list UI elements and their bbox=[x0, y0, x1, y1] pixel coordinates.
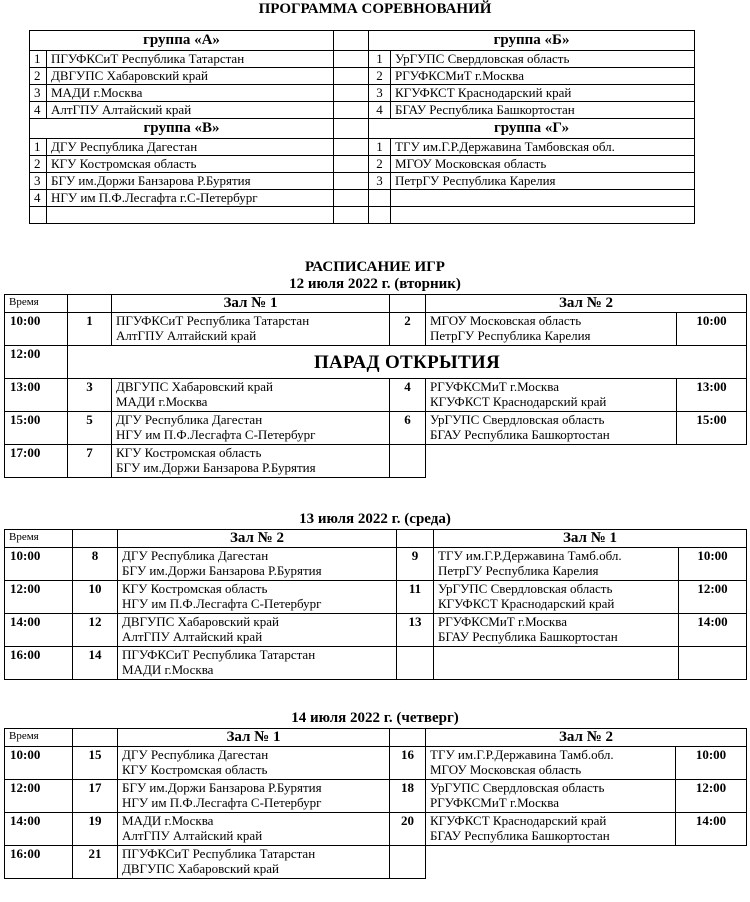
match-cell: ДВГУПС Хабаровский край АлтГПУ Алтайский край bbox=[118, 614, 397, 647]
table-row: 16:00 21 ПГУФКСиТ Республика Татарстан ДВГУПС Хабаровский край bbox=[5, 846, 747, 879]
team-cell: МГОУ Московская область bbox=[391, 156, 695, 173]
match-cell: КГУФКСТ Краснодарский край БГАУ Республика Башкортостан bbox=[426, 813, 676, 846]
time-header: Время bbox=[5, 530, 73, 548]
table-row: 10:00 8 ДГУ Республика Дагестан БГУ им.Доржи Банзарова Р.Бурятия 9 ТГУ им.Г.Р.Державина Тамб.обл. ПетрГУ Республика Карелия 10:00 bbox=[5, 548, 747, 581]
team-cell: УрГУПС Свердловская область bbox=[391, 51, 695, 68]
match-cell: РГУФКСМиТ г.Москва КГУФКСТ Краснодарский край bbox=[426, 379, 677, 412]
table-row: 2 КГУ Костромская область 2 МГОУ Московская область bbox=[30, 156, 695, 173]
match-cell: КГУ Костромская область НГУ им П.Ф.Лесгафта С-Петербург bbox=[118, 581, 397, 614]
match-cell: ПГУФКСиТ Республика Татарстан ДВГУПС Хабаровский край bbox=[118, 846, 390, 879]
match-cell: ПГУФКСиТ Республика Татарстан МАДИ г.Москва bbox=[118, 647, 397, 680]
table-row: 10:00 15 ДГУ Республика Дагестан КГУ Костромская область 16 ТГУ им.Г.Р.Державина Тамб.обл. МГОУ Московская область 10:00 bbox=[5, 747, 747, 780]
team-cell: КГУ Костромская область bbox=[47, 156, 334, 173]
table-row: 12:00 ПАРАД ОТКРЫТИЯ bbox=[5, 346, 747, 379]
groups-table bbox=[29, 30, 695, 224]
match-cell: РГУФКСМиТ г.Москва БГАУ Республика Башкортостан bbox=[434, 614, 679, 647]
table-row: 13:00 3 ДВГУПС Хабаровский край МАДИ г.Москва 4 РГУФКСМиТ г.Москва КГУФКСТ Краснодарский край 13:00 bbox=[5, 379, 747, 412]
match-cell: ДГУ Республика Дагестан КГУ Костромская область bbox=[118, 747, 390, 780]
group-a-title: группа «А» bbox=[30, 31, 334, 51]
table-row: 12:00 10 КГУ Костромская область НГУ им П.Ф.Лесгафта С-Петербург 11 УрГУПС Свердловская область КГУФКСТ Краснодарский край 12:00 bbox=[5, 581, 747, 614]
group-g-title: группа «Г» bbox=[369, 119, 695, 139]
schedule-title: РАСПИСАНИЕ ИГР bbox=[305, 259, 445, 275]
table-row bbox=[30, 207, 695, 224]
match-cell: ТГУ им.Г.Р.Державина Тамб.обл. ПетрГУ Республика Карелия bbox=[434, 548, 679, 581]
table-row: 15:00 5 ДГУ Республика Дагестан НГУ им П.Ф.Лесгафта С-Петербург 6 УрГУПС Свердловская область БГАУ Республика Башкортостан 15:00 bbox=[5, 412, 747, 445]
match-cell: УрГУПС Свердловская область КГУФКСТ Краснодарский край bbox=[434, 581, 679, 614]
day-title: 13 июля 2022 г. (среда) bbox=[299, 511, 451, 527]
team-cell: МАДИ г.Москва bbox=[47, 85, 334, 102]
table-row: 12:00 17 БГУ им.Доржи Банзарова Р.Бурятия НГУ им П.Ф.Лесгафта С-Петербург 18 УрГУПС Свердловская область РГУФКСМиТ г.Москва 12:00 bbox=[5, 780, 747, 813]
match-cell: ПГУФКСиТ Республика Татарстан АлтГПУ Алтайский край bbox=[112, 313, 390, 346]
left-hall-header: Зал № 1 bbox=[118, 729, 390, 747]
team-cell: ПГУФКСиТ Республика Татарстан bbox=[47, 51, 334, 68]
schedule-table-day3 bbox=[4, 728, 747, 879]
team-cell: ДВГУПС Хабаровский край bbox=[47, 68, 334, 85]
match-cell: ТГУ им.Г.Р.Державина Тамб.обл. МГОУ Московская область bbox=[426, 747, 676, 780]
table-row: 3 БГУ им.Доржи Банзарова Р.Бурятия 3 ПетрГУ Республика Карелия bbox=[30, 173, 695, 190]
table-row: 14:00 12 ДВГУПС Хабаровский край АлтГПУ Алтайский край 13 РГУФКСМиТ г.Москва БГАУ Республика Башкортостан 14:00 bbox=[5, 614, 747, 647]
group-header-row bbox=[30, 31, 695, 51]
table-row: 14:00 19 МАДИ г.Москва АлтГПУ Алтайский край 20 КГУФКСТ Краснодарский край БГАУ Республика Башкортостан 14:00 bbox=[5, 813, 747, 846]
hall-header-row bbox=[5, 729, 747, 747]
schedule-table-day1 bbox=[4, 294, 747, 478]
time-header: Время bbox=[5, 295, 68, 313]
parade-banner: ПАРАД ОТКРЫТИЯ bbox=[68, 346, 747, 379]
match-cell: ДВГУПС Хабаровский край МАДИ г.Москва bbox=[112, 379, 390, 412]
left-hall-header: Зал № 2 bbox=[118, 530, 397, 548]
table-row: 10:00 1 ПГУФКСиТ Республика Татарстан АлтГПУ Алтайский край 2 МГОУ Московская область ПетрГУ Республика Карелия 10:00 bbox=[5, 313, 747, 346]
hall-header-row bbox=[5, 295, 747, 313]
team-cell: ПетрГУ Республика Карелия bbox=[391, 173, 695, 190]
table-row: 17:00 7 КГУ Костромская область БГУ им.Доржи Банзарова Р.Бурятия bbox=[5, 445, 747, 478]
time-header: Время bbox=[5, 729, 73, 747]
match-cell: КГУ Костромская область БГУ им.Доржи Банзарова Р.Бурятия bbox=[112, 445, 390, 478]
team-cell: НГУ им П.Ф.Лесгафта г.С-Петербург bbox=[47, 190, 334, 207]
schedule-table-day2 bbox=[4, 529, 747, 680]
match-cell: УрГУПС Свердловская область БГАУ Республика Башкортостан bbox=[426, 412, 677, 445]
table-row: 1 ПГУФКСиТ Республика Татарстан 1 УрГУПС Свердловская область bbox=[30, 51, 695, 68]
match-cell: ДГУ Республика Дагестан БГУ им.Доржи Банзарова Р.Бурятия bbox=[118, 548, 397, 581]
table-row: 4 АлтГПУ Алтайский край 4 БГАУ Республика Башкортостан bbox=[30, 102, 695, 119]
team-cell: РГУФКСМиТ г.Москва bbox=[391, 68, 695, 85]
match-cell: УрГУПС Свердловская область РГУФКСМиТ г.Москва bbox=[426, 780, 676, 813]
team-cell: ДГУ Республика Дагестан bbox=[47, 139, 334, 156]
right-hall-header: Зал № 2 bbox=[426, 295, 747, 313]
match-cell: МАДИ г.Москва АлтГПУ Алтайский край bbox=[118, 813, 390, 846]
table-row: 1 ДГУ Республика Дагестан 1 ТГУ им.Г.Р.Державина Тамбовская обл. bbox=[30, 139, 695, 156]
group-b-title: группа «Б» bbox=[369, 31, 695, 51]
team-cell: ТГУ им.Г.Р.Державина Тамбовская обл. bbox=[391, 139, 695, 156]
team-cell: АлтГПУ Алтайский край bbox=[47, 102, 334, 119]
program-title: ПРОГРАММА СОРЕВНОВАНИЙ bbox=[258, 1, 492, 17]
day-title: 12 июля 2022 г. (вторник) bbox=[289, 276, 461, 292]
match-cell: БГУ им.Доржи Банзарова Р.Бурятия НГУ им П.Ф.Лесгафта С-Петербург bbox=[118, 780, 390, 813]
hall-header-row bbox=[5, 530, 747, 548]
team-cell: БГАУ Республика Башкортостан bbox=[391, 102, 695, 119]
group-header-row bbox=[30, 119, 695, 139]
table-row: 3 МАДИ г.Москва 3 КГУФКСТ Краснодарский край bbox=[30, 85, 695, 102]
day-title: 14 июля 2022 г. (четверг) bbox=[291, 710, 459, 726]
match-cell: ДГУ Республика Дагестан НГУ им П.Ф.Лесгафта С-Петербург bbox=[112, 412, 390, 445]
right-hall-header: Зал № 2 bbox=[426, 729, 747, 747]
group-v-title: группа «В» bbox=[30, 119, 334, 139]
left-hall-header: Зал № 1 bbox=[112, 295, 390, 313]
table-row: 4 НГУ им П.Ф.Лесгафта г.С-Петербург bbox=[30, 190, 695, 207]
match-cell: МГОУ Московская область ПетрГУ Республика Карелия bbox=[426, 313, 677, 346]
right-hall-header: Зал № 1 bbox=[434, 530, 747, 548]
table-row: 2 ДВГУПС Хабаровский край 2 РГУФКСМиТ г.Москва bbox=[30, 68, 695, 85]
table-row: 16:00 14 ПГУФКСиТ Республика Татарстан МАДИ г.Москва bbox=[5, 647, 747, 680]
team-cell: КГУФКСТ Краснодарский край bbox=[391, 85, 695, 102]
team-cell: БГУ им.Доржи Банзарова Р.Бурятия bbox=[47, 173, 334, 190]
